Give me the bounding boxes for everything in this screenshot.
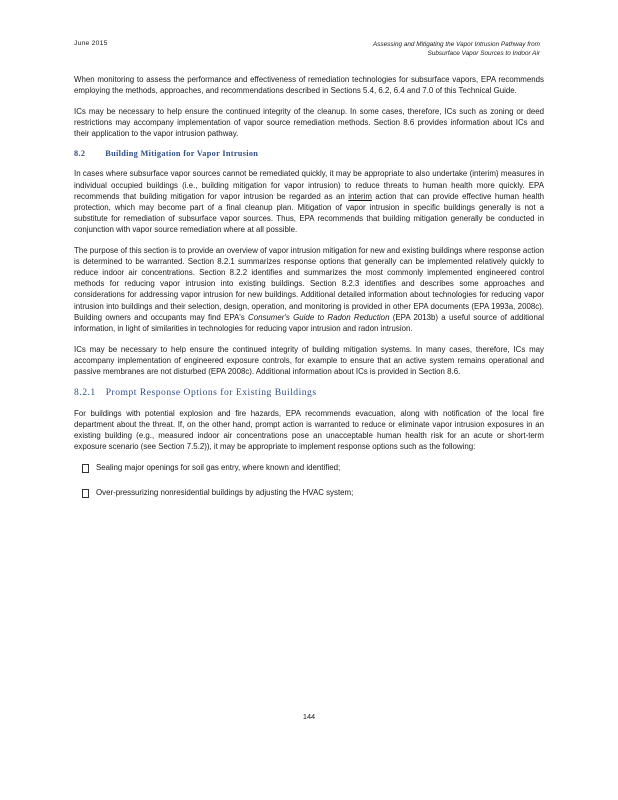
paragraph-purpose: [74, 245, 544, 334]
header-date: June 2015: [74, 40, 108, 47]
paragraph-ics-cleanup: ICs may be necessary to help ensure the continued integrity of the cleanup. In some cases, therefore, ICs such as zoning or deed restrictions may accompany implementation of vapor source remediation methods. Section 8.6 provides information about ICs and their application to the vapor intrusion pathway.: [74, 107, 544, 139]
section-number: 8.2: [74, 149, 86, 159]
header-title: [280, 40, 540, 58]
text-run: (EPA 2013b) a useful source of additional information, in light of similarities in technologies for reducing vapor intrusion and radon intrusion.: [74, 312, 544, 333]
page-body: [74, 74, 544, 512]
paragraph-ics-mitigation: ICs may be necessary to help ensure the continued integrity of building mitigation systems. In many cases, therefore, ICs may accompany implementation of engineered exposure controls, for example to ensure that an active system remains operational and passive membranes are not disturbed (EPA 2008c). Additional information about ICs is provided in Section 8.6.: [74, 344, 544, 376]
section-title: Building Mitigation for Vapor Intrusion: [105, 149, 259, 159]
header-title-line1: Assessing and Mitigating the Vapor Intrusion Pathway from: [372, 41, 540, 48]
section-heading-8-2-1: [74, 387, 544, 398]
paragraph-monitoring: When monitoring to assess the performance and effectiveness of remediation technologies for subsurface vapors, EPA recommends employing the methods, approaches, and recommendations described in Sections 5.4, 6.2, 6.4 and 7.0 of this Technical Guide.: [74, 75, 544, 96]
bullet-box-icon: [82, 464, 89, 473]
underlined-term: interim: [348, 191, 372, 201]
list-item: [74, 487, 544, 498]
text-run: The purpose of this section is to provide an overview of vapor intrusion mitigation for new and existing buildings where response action is determined to be warranted. Section 8.2.1 summarizes response options that generally can be implemented relatively quickly to reduce indoor air concentrations. Section 8.2.2 identifies and summarizes the most commonly implemented engineered control methods for reducing vapor intrusion into existing buildings. Section 8.2.3 identifies and describes some approaches and considerations for addressing vapor intrusion for new buildings. Additional detailed information about technologies for reducing vapor intrusion into buildings and their selection, design, operation, and monitoring is provided in other EPA documents (EPA 1993a, 2008c). Building owners and occupants may find EPA's: [74, 246, 544, 322]
list-item-text: Over-pressurizing nonresidential buildings by adjusting the HVAC system;: [96, 488, 354, 498]
list-item: [74, 462, 544, 473]
subsection-number: 8.2.1: [74, 387, 96, 399]
italic-title: Consumer's Guide to Radon Reduction: [248, 312, 390, 322]
header-title-line2: Subsurface Vapor Sources to Indoor Air: [427, 50, 540, 57]
text-run: action that can provide effective human health protection, which may become part of a final cleanup plan. Mitigation of vapor intrusion in specific buildings generally is not a substitute for remediation of subsurface vapor sources. Thus, EPA recommends that building mitigation generally be conducted in conjunction with vapor source remediation where at all possible.: [74, 191, 544, 234]
text-run: In cases where subsurface vapor sources cannot be remediated quickly, it may be appropriate to also undertake (interim) measures in individual occupied buildings (i.e., building mitigation for vapor intrusion) to reduce threats to human health more quickly. EPA recommends that building mitigation for vapor intrusion be regarded as an: [74, 169, 544, 201]
page-number: 144: [302, 712, 316, 721]
section-heading-8-2: [74, 149, 544, 158]
subsection-title: Prompt Response Options for Existing Buildings: [105, 387, 317, 399]
bullet-box-icon: [82, 489, 89, 498]
response-options-list: [74, 462, 544, 498]
list-item-text: Sealing major openings for soil gas entry, where known and identified;: [96, 463, 341, 473]
paragraph-prompt-response: For buildings with potential explosion and fire hazards, EPA recommends evacuation, along with notification of the local fire department about the threat. If, on the other hand, prompt action is warranted to reduce or eliminate vapor intrusion exposures in an existing building (e.g., measured indoor air concentrations pose an unacceptable human health risk for an acute or short-term exposure scenario (see Section 7.5.2)), it may be appropriate to implement response options such as the following:: [74, 409, 544, 452]
paragraph-interim-mitigation: [74, 168, 544, 235]
